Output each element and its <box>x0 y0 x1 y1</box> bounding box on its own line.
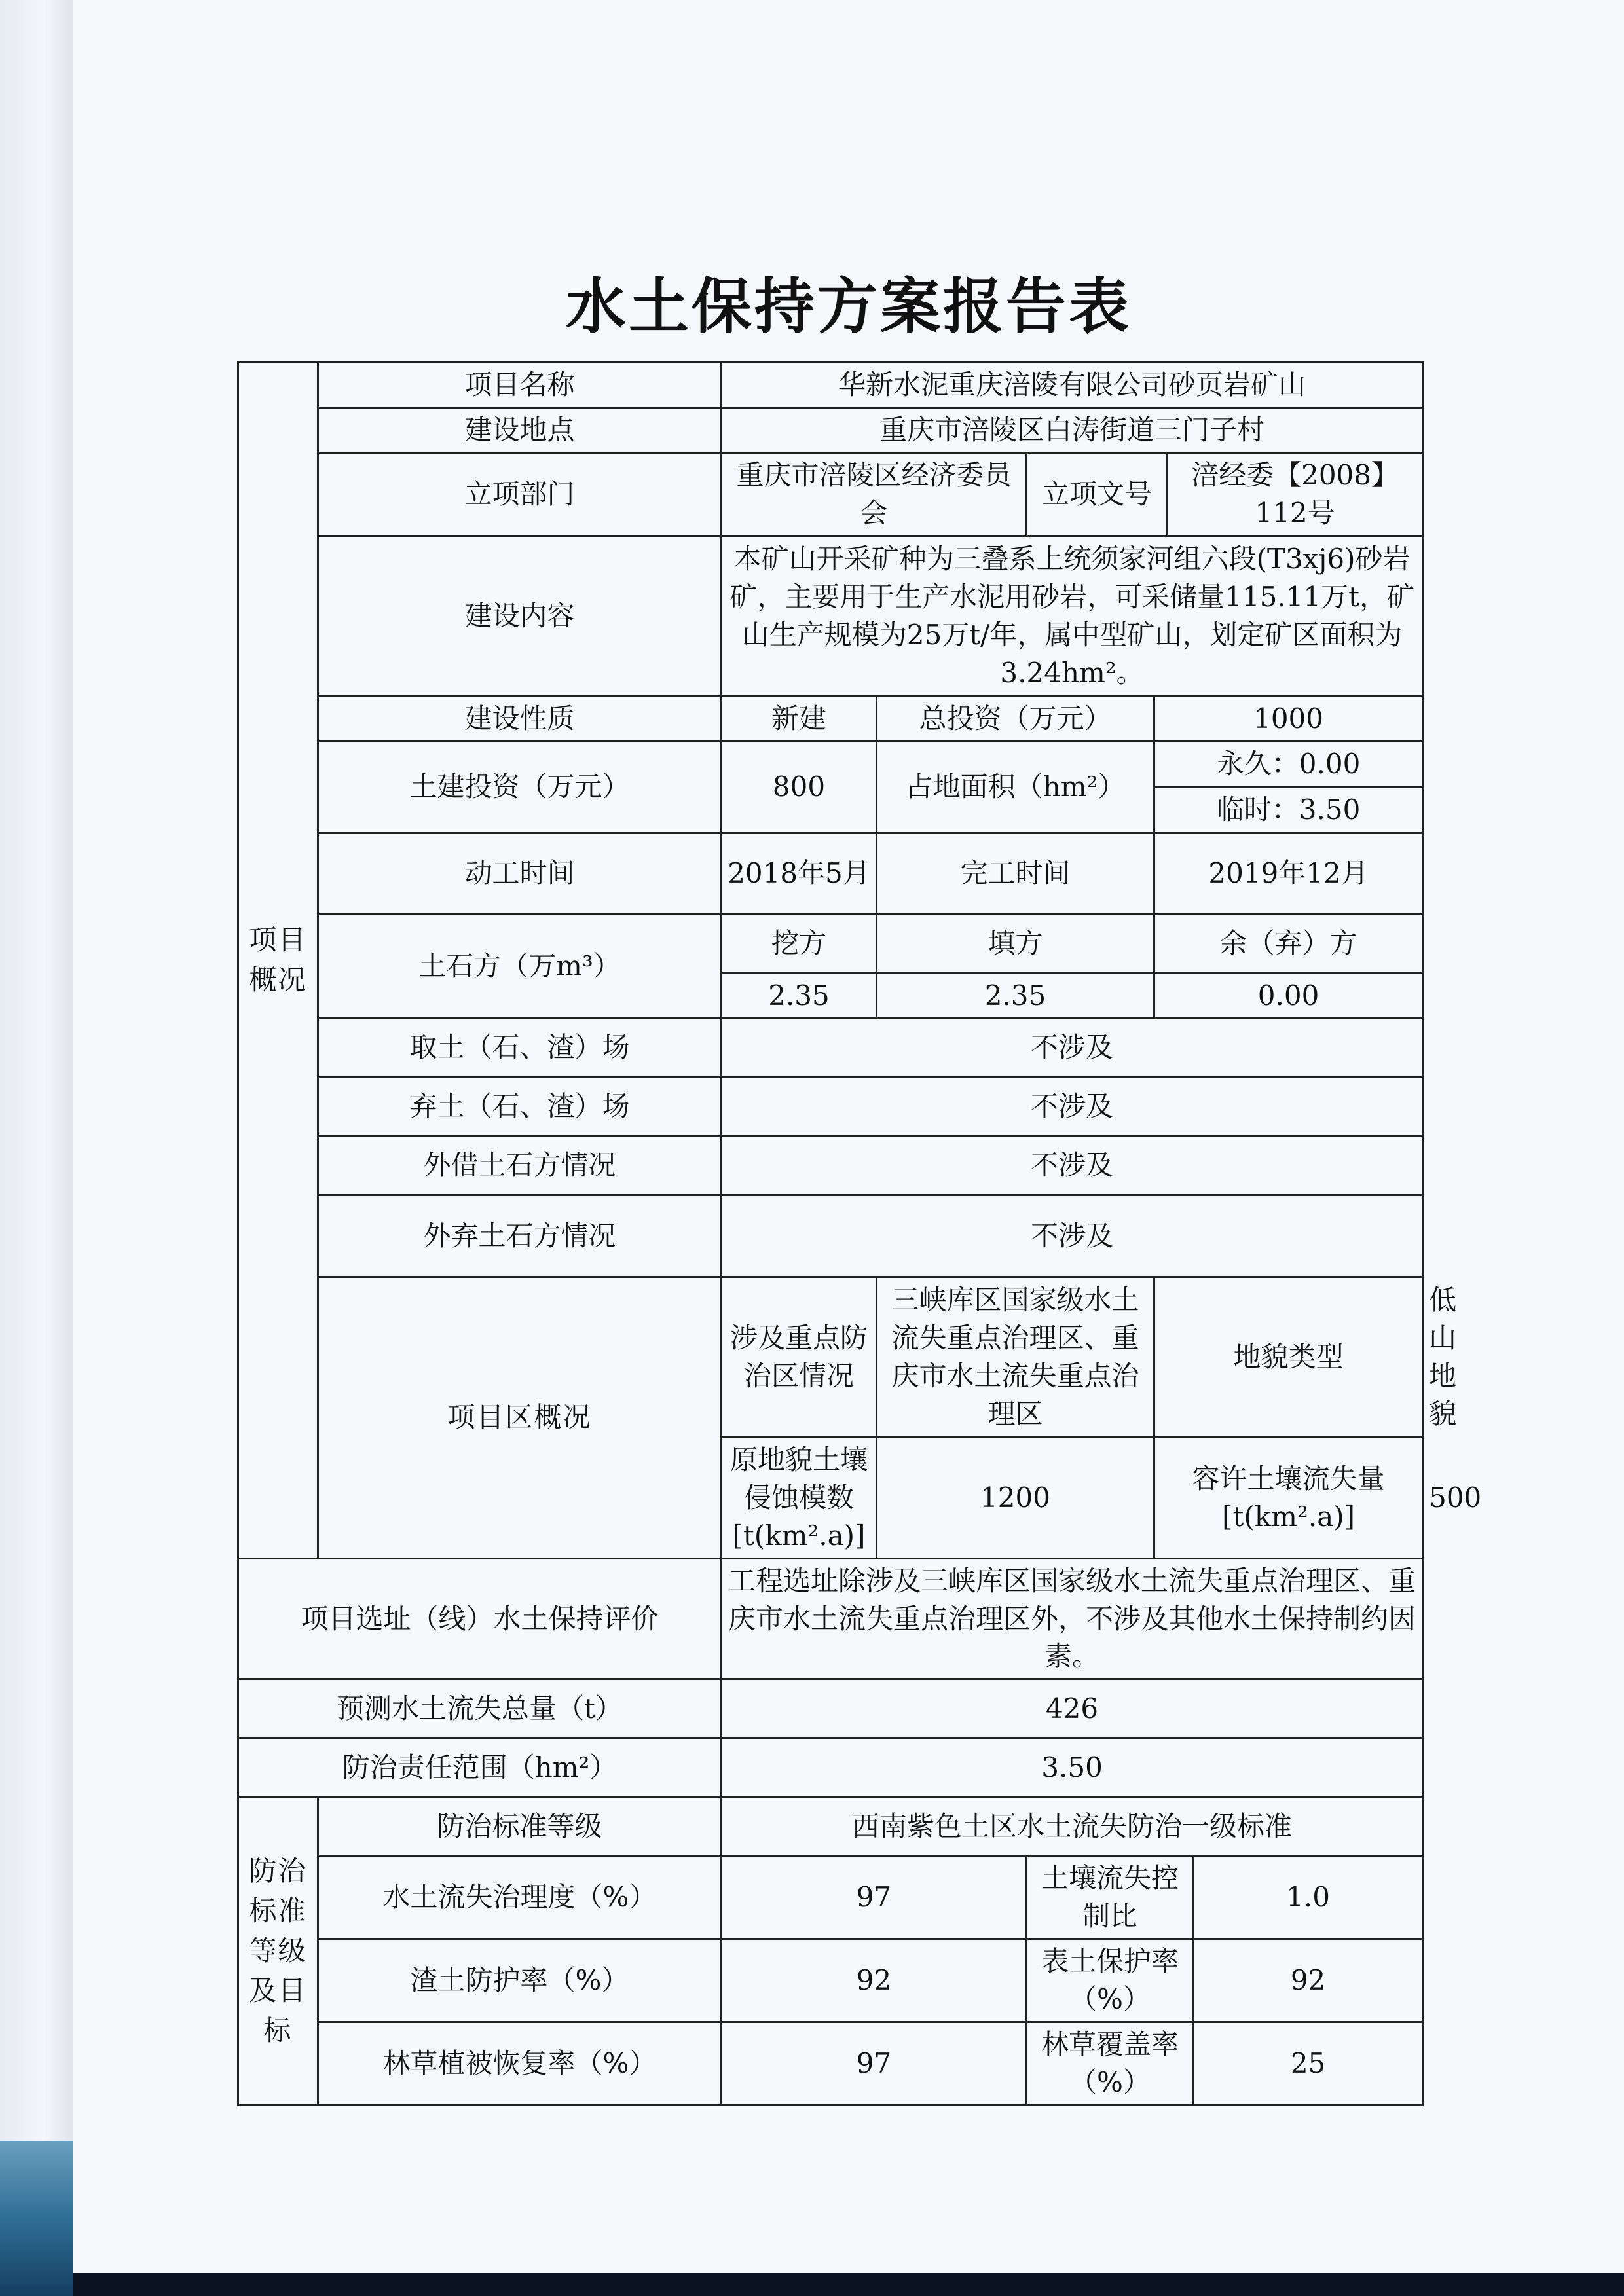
borrow-site-value: 不涉及 <box>722 1018 1423 1077</box>
start-value: 2018年5月 <box>722 833 877 914</box>
approval-dept-value: 重庆市涪陵区经济委员会 <box>722 452 1027 536</box>
external-spoil-value: 不涉及 <box>722 1195 1423 1277</box>
loss-ratio-label: 土壤流失控制比 <box>1027 1856 1194 1939</box>
predicted-loss-label: 预测水土流失总量（t） <box>238 1679 722 1738</box>
location-value: 重庆市涪陵区白涛街道三门子村 <box>722 407 1423 452</box>
fill-value: 2.35 <box>877 973 1154 1018</box>
row-location <box>238 407 1423 452</box>
row-civil-investment <box>238 741 1423 787</box>
row-earthwork <box>238 914 1423 973</box>
section-label-area: 项目区概况 <box>318 1277 722 1558</box>
vegetation-cover-value: 25 <box>1194 2022 1423 2105</box>
allowable-loss-label: 容许土壤流失量[t(km².a)] <box>1154 1437 1423 1558</box>
erosion-modulus-label: 原地貌土壤侵蚀模数[t(km².a)] <box>722 1437 877 1558</box>
section-label-standards: 防治标准等级及目标 <box>238 1797 318 2105</box>
external-borrow-label: 外借土石方情况 <box>318 1136 722 1195</box>
loss-ratio-value: 1.0 <box>1194 1856 1423 1939</box>
vegetation-restore-value: 97 <box>722 2022 1027 2105</box>
project-name-label: 项目名称 <box>318 363 722 408</box>
binder-edge <box>0 2141 73 2296</box>
civil-investment-label: 土建投资（万元） <box>318 741 722 833</box>
project-name-value: 华新水泥重庆涪陵有限公司砂页岩矿山 <box>722 363 1423 408</box>
land-area-label: 占地面积（hm²） <box>877 741 1154 833</box>
topsoil-rate-label: 表土保护率（%） <box>1027 1939 1194 2022</box>
row-project-name <box>238 363 1423 408</box>
nature-value: 新建 <box>722 696 877 741</box>
finish-value: 2019年12月 <box>1154 833 1423 914</box>
finish-label: 完工时间 <box>877 833 1154 914</box>
nature-label: 建设性质 <box>318 696 722 741</box>
approval-doc-label: 立项文号 <box>1027 452 1168 536</box>
vegetation-cover-label: 林草覆盖率（%） <box>1027 2022 1194 2105</box>
civil-investment-value: 800 <box>722 741 877 833</box>
external-spoil-label: 外弃土石方情况 <box>318 1195 722 1277</box>
location-label: 建设地点 <box>318 407 722 452</box>
content-label: 建设内容 <box>318 536 722 696</box>
predicted-loss-value: 426 <box>722 1679 1423 1738</box>
row-spoil-site <box>238 1077 1423 1136</box>
content-value: 本矿山开采矿种为三叠系上统须家河组六段(T3xj6)砂岩矿，主要用于生产水泥用砂岩，可采储量115.11万t，矿山生产规模为25万t/年，属中型矿山，划定矿区面积为3.24hm²。 <box>722 536 1423 696</box>
control-degree-label: 水土流失治理度（%） <box>318 1856 722 1939</box>
row-external-borrow <box>238 1136 1423 1195</box>
row-content <box>238 536 1423 696</box>
row-borrow-site <box>238 1018 1423 1077</box>
spoil-site-value: 不涉及 <box>722 1077 1423 1136</box>
excavation-label: 挖方 <box>722 914 877 973</box>
page-title: 水土保持方案报告表 <box>565 272 1132 342</box>
start-label: 动工时间 <box>318 833 722 914</box>
responsibility-value: 3.50 <box>722 1738 1423 1797</box>
surplus-value: 0.00 <box>1154 973 1423 1018</box>
scanner-bottom-edge <box>73 2273 1624 2296</box>
key-zone-label: 涉及重点防治区情况 <box>722 1277 877 1437</box>
site-eval-value: 工程选址除涉及三峡库区国家级水土流失重点治理区、重庆市水土流失重点治理区外，不涉及其他水土保持制约因素。 <box>722 1558 1423 1679</box>
row-site-evaluation <box>238 1558 1423 1679</box>
land-area-permanent: 永久：0.00 <box>1154 741 1423 787</box>
row-standard-grade <box>238 1797 1423 1856</box>
row-vegetation <box>238 2022 1423 2105</box>
topsoil-rate-value: 92 <box>1194 1939 1423 2022</box>
total-investment-label: 总投资（万元） <box>877 696 1154 741</box>
borrow-site-label: 取土（石、渣）场 <box>318 1018 722 1077</box>
row-external-spoil <box>238 1195 1423 1277</box>
row-key-zone <box>238 1277 1423 1437</box>
binder-spine <box>0 0 73 2296</box>
control-degree-value: 97 <box>722 1856 1027 1939</box>
row-control-degree <box>238 1856 1423 1939</box>
approval-doc-value: 涪经委【2008】112号 <box>1168 452 1423 536</box>
site-eval-label: 项目选址（线）水土保持评价 <box>238 1558 722 1679</box>
land-area-temporary: 临时：3.50 <box>1154 787 1423 833</box>
grade-label: 防治标准等级 <box>318 1797 722 1856</box>
external-borrow-value: 不涉及 <box>722 1136 1423 1195</box>
excavation-value: 2.35 <box>722 973 877 1018</box>
slag-rate-label: 渣土防护率（%） <box>318 1939 722 2022</box>
vegetation-restore-label: 林草植被恢复率（%） <box>318 2022 722 2105</box>
approval-dept-label: 立项部门 <box>318 452 722 536</box>
grade-value: 西南紫色土区水土流失防治一级标准 <box>722 1797 1423 1856</box>
row-predicted-loss <box>238 1679 1423 1738</box>
spoil-site-label: 弃土（石、渣）场 <box>318 1077 722 1136</box>
row-approval <box>238 452 1423 536</box>
section-label-overview: 项目概况 <box>238 363 318 1559</box>
landform-label: 地貌类型 <box>1154 1277 1423 1437</box>
row-responsibility <box>238 1738 1423 1797</box>
total-investment-value: 1000 <box>1154 696 1423 741</box>
earthwork-label: 土石方（万m³） <box>318 914 722 1018</box>
report-table <box>237 361 1424 2106</box>
slag-rate-value: 92 <box>722 1939 1027 2022</box>
key-zone-value: 三峡库区国家级水土流失重点治理区、重庆市水土流失重点治理区 <box>877 1277 1154 1437</box>
row-nature <box>238 696 1423 741</box>
erosion-modulus-value: 1200 <box>877 1437 1154 1558</box>
fill-label: 填方 <box>877 914 1154 973</box>
surplus-label: 余（弃）方 <box>1154 914 1423 973</box>
row-slag-rate <box>238 1939 1423 2022</box>
responsibility-label: 防治责任范围（hm²） <box>238 1738 722 1797</box>
row-schedule <box>238 833 1423 914</box>
